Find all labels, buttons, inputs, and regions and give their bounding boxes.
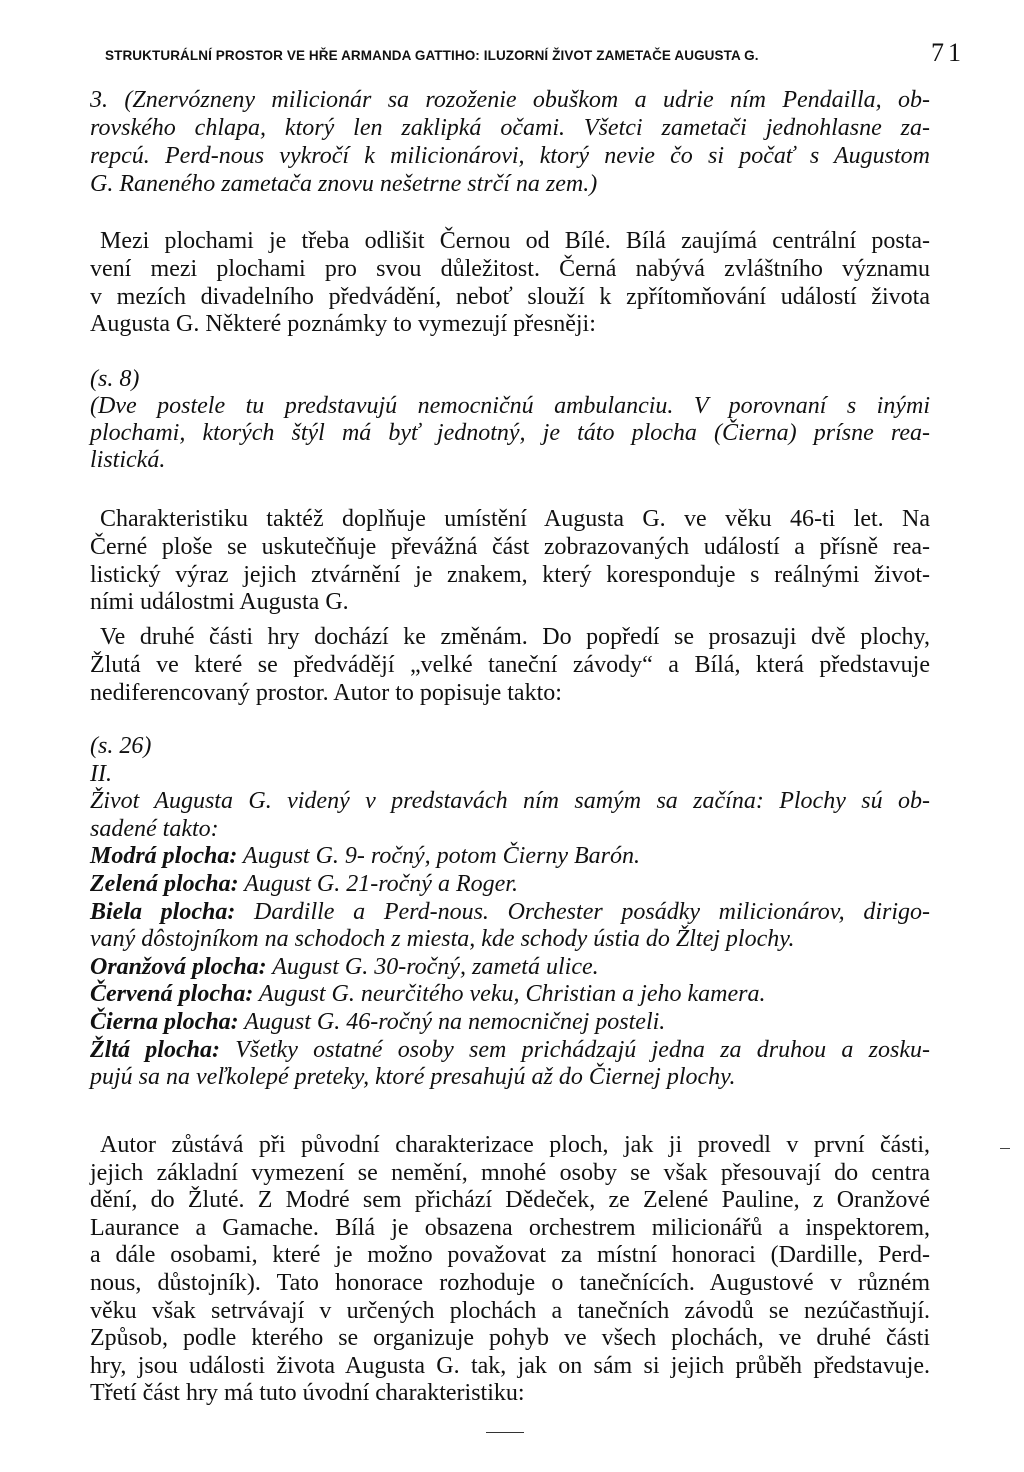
paragraph-2-line: Charakteristiku taktéž doplňuje umístění Augusta G. ve věku 46-ti let. Na [100, 506, 930, 532]
running-head [105, 38, 965, 74]
plane-entry-black [90, 1009, 930, 1037]
paragraph-4-line: nous, důstojník). Tato honorace rozhoduje o tanečnících. Augustové v různém [90, 1269, 930, 1296]
plane-entry-white-cont: vaný dôstojníkom na schodoch z miesta, kde schody ústia do Žltej plochy. [90, 926, 795, 953]
plane-text: August G. 21-ročný a Roger. [238, 870, 518, 897]
paragraph-2 [90, 506, 930, 617]
paragraph-3-line: Ve druhé části hry dochází ke změnám. Do popředí se prosazuji dvě plochy, [100, 624, 930, 650]
paragraph-4-line: Laurance a Gamache. Bílá je obsazena orchestrem milicionářů a inspektorem, [90, 1214, 930, 1241]
quote-3-line: G. Raneného zametača znovu nešetrne strčí na zem.) [90, 171, 598, 197]
running-title: STRUKTURÁLNÍ PROSTOR VE HŘE ARMANDA GATTIHO: ILUZORNÍ ŽIVOT ZAMETAČE AUGUSTA G. [105, 48, 759, 63]
paragraph-1-line: Augusta G. Některé poznámky to vymezují přesněji: [90, 311, 596, 338]
plane-entry-white [90, 899, 930, 927]
plane-label: Zelená plocha: [90, 870, 239, 897]
paragraph-1-line: Mezi plochami je třeba odlišit Černou od Bílé. Bílá zaujímá centrální posta- [100, 228, 930, 254]
margin-mark [1000, 1148, 1010, 1149]
plane-label: Modrá plocha: [90, 843, 238, 870]
quote-s8-ref: (s. 8) [90, 366, 140, 392]
plane-entry-green [90, 871, 930, 899]
paragraph-2-line: ními událostmi Augusta G. [90, 589, 349, 616]
quote-s8-line: listická. [90, 447, 166, 473]
plane-entry-blue [90, 843, 930, 871]
plane-label: Červená plocha: [90, 981, 254, 1008]
plane-text: August G. neurčitého veku, Christian a jeho kamera. [253, 981, 766, 1008]
quote-s8 [90, 366, 930, 474]
quote-3-line: 3. (Znervózneny milicionár sa rozoženie obuškom a udrie ním Pendailla, ob- [90, 87, 930, 113]
paragraph-1-line: vení mezi plochami pro svou důležitost. Černá nabývá zvláštního významu [90, 255, 930, 282]
quote-3-line: repcú. Perd-nous vykročí k milicionárovi, ktorý nevie čo si počať s Augustom [90, 143, 930, 169]
plane-entry-yellow [90, 1037, 930, 1065]
plane-entry-red [90, 981, 930, 1009]
footer-rule [486, 1432, 524, 1433]
page-number: 71 [931, 38, 965, 67]
quote-s26-intro: Život Augusta G. videný v predstavách ním samým sa začína: Plochy sú ob- [90, 788, 930, 815]
paragraph-4-line: Způsob, podle kterého se organizuje pohyb ve všech plochách, ve druhé části [90, 1325, 930, 1352]
paragraph-1-line: v mezích divadelního předvádění, neboť slouží k zpřítomňování událostí života [90, 283, 930, 310]
quote-s8-line: (Dve postele tu predstavujú nemocničnú ambulanciu. V porovnaní s inými [90, 393, 930, 419]
paragraph-4-line: Autor zůstává při původní charakterizace ploch, jak ji provedl v první části, [100, 1132, 930, 1158]
paragraph-4-line: hry, jsou události života Augusta G. tak, jak on sám si jejich průběh představuje. [90, 1352, 930, 1379]
plane-label: Žltá plocha: [90, 1036, 220, 1063]
plane-entry-orange [90, 954, 930, 982]
paragraph-4-line: a dále osobami, které je možno považovat za místní honoraci (Dardille, Perd- [90, 1242, 930, 1269]
paragraph-1 [90, 228, 930, 339]
plane-entry-yellow-cont: pujú sa na veľkolepé preteky, ktoré presahujú až do Čiernej plochy. [90, 1064, 736, 1091]
plane-text: Dardille a Perd-nous. Orchester posádky milicionárov, dirigo- [235, 898, 931, 925]
plane-text: Všetky ostatné osoby sem prichádzajú jedna za druhou a zosku- [219, 1036, 930, 1063]
quote-s26-ref: (s. 26) [90, 733, 152, 759]
plane-label: Čierna plocha: [90, 1008, 239, 1035]
plane-text: August G. 30-ročný, zametá ulice. [266, 953, 599, 980]
quote-s26-intro: sadené takto: [90, 815, 219, 842]
paragraph-3-line: nediferencovaný prostor. Autor to popisuje takto: [90, 679, 562, 706]
quote-3 [90, 86, 930, 198]
plane-text: August G. 9- ročný, potom Čierny Barón. [237, 843, 640, 870]
paragraph-4-line: věku však setrvávají v určených plochách a tanečních závodů se nezúčastňují. [90, 1297, 930, 1324]
paragraph-3 [90, 624, 930, 707]
paragraph-3-line: Žlutá ve které se předvádějí „velké taneční závody“ a Bílá, která představuje [90, 651, 930, 678]
paragraph-4-line: dění, do Žluté. Z Modré sem přichází Dědeček, ze Zelené Pauline, z Oranžové [90, 1187, 930, 1214]
quote-s8-line: plochami, ktorých štýl má byť jednotný, je táto plocha (Čierna) prísne rea- [90, 420, 930, 446]
quote-s26 [90, 733, 930, 1092]
paragraph-2-line: Černé ploše se uskutečňuje převážná část zobrazovaných událostí a přísně rea- [90, 533, 930, 560]
plane-label: Oranžová plocha: [90, 953, 267, 980]
paragraph-4 [90, 1132, 930, 1408]
quote-s26-part: II. [90, 760, 112, 787]
quote-3-line: rovského chlapa, ktorý len zaklipká očami. Všetci zametači jednohlasne za- [90, 115, 930, 141]
paragraph-4-line: jejich základní vymezení se nemění, mnohé osoby se však přesouvají do centra [90, 1159, 930, 1186]
paragraph-2-line: listický výraz jejich ztvárnění je znakem, který koresponduje s reálnými život- [90, 561, 930, 588]
paragraph-4-line: Třetí část hry má tuto úvodní charakteristiku: [90, 1380, 525, 1407]
plane-text: August G. 46-ročný na nemocničnej posteli. [238, 1008, 666, 1035]
plane-label: Biela plocha: [90, 898, 236, 925]
